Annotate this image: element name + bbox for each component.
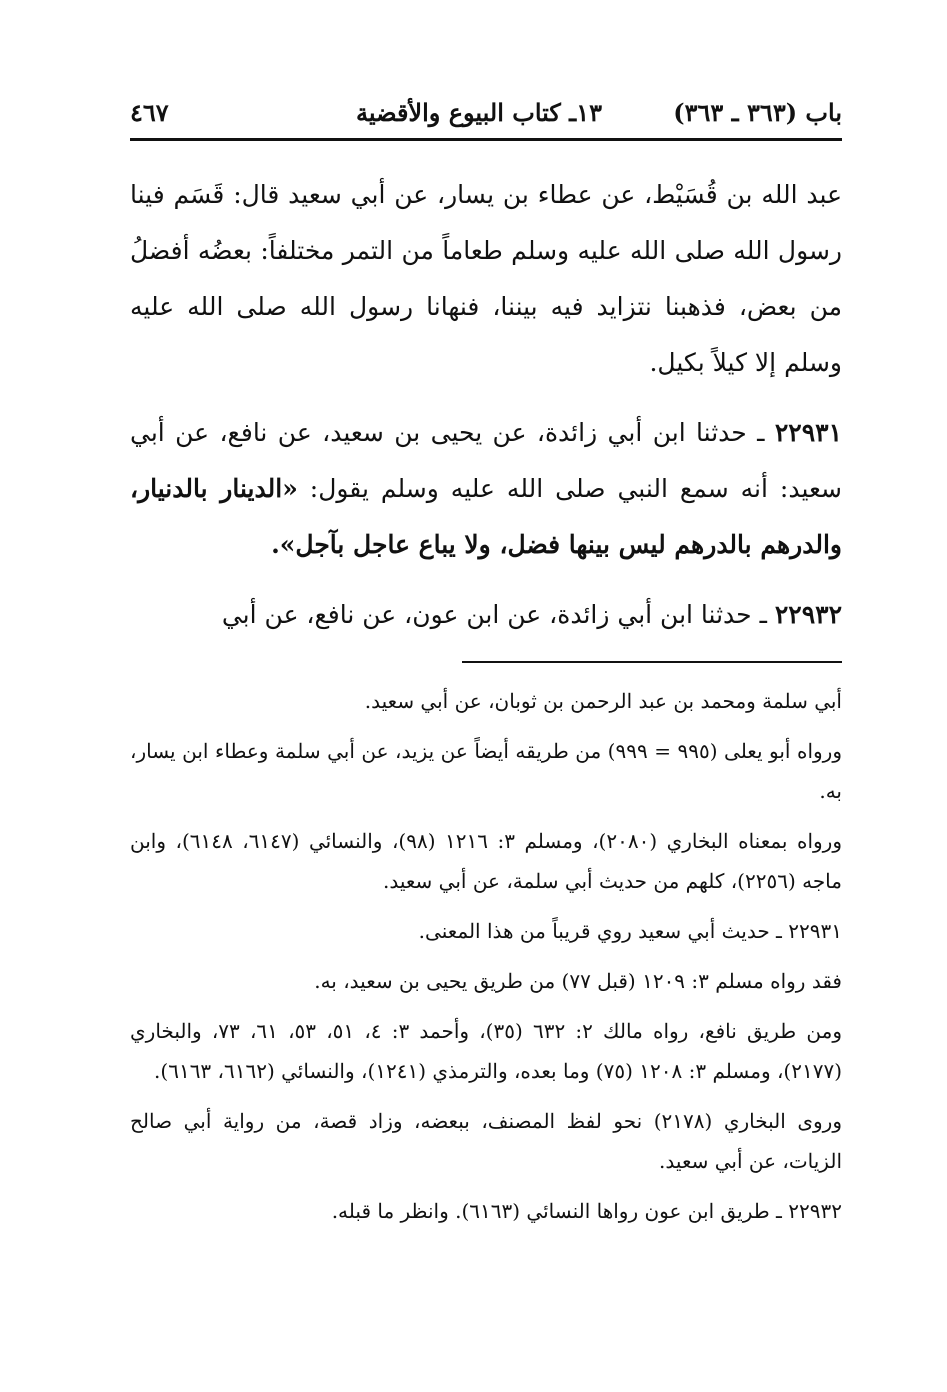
hadith-22932: [130, 587, 842, 643]
header-chapter: باب (٣٦٣ ـ ٣٦٣): [673, 98, 842, 127]
footnote-paragraph: وروى البخاري (٢١٧٨) نحو لفظ المصنف، ببعضه، وزاد قصة، من رواية أبي صالح الزيات، عن أبي سعيد.: [130, 1109, 842, 1173]
hadith-number: ٢٢٩٣١: [774, 418, 842, 447]
book-page: [130, 88, 842, 1378]
hadith-number: ٢٢٩٣٢: [774, 600, 842, 629]
hadith-text: ـ حدثنا ابن أبي زائدة، عن يحيى بن سعيد، عن نافع، عن أبي سعيد: أنه سمع النبي صلى الله عليه وسلم يقول:: [130, 418, 842, 503]
page-number: ٤٦٧: [130, 98, 169, 127]
footnote-divider: [462, 661, 842, 663]
footnote-paragraph: فقد رواه مسلم ٣: ١٢٠٩ (قبل ٧٧) من طريق يحيى بن سعيد، به.: [314, 969, 842, 993]
hadith-text: ـ حدثنا ابن أبي زائدة، عن ابن عون، عن نافع، عن أبي: [221, 600, 775, 629]
main-text: [130, 167, 842, 643]
paragraph-continuation: عبد الله بن قُسَيْط، عن عطاء بن يسار، عن أبي سعيد قال: قَسَم فينا رسول الله صلى الله عليه وسلم طعاماً من التمر مختلفاً: بعضُه أفضلُ من بعض، فذهبنا نتزايد فيه بيننا، فنهانا رسول الله صلى الله عليه وسلم إلا كيلاً بكيل.: [130, 180, 843, 377]
running-header: [130, 88, 842, 141]
header-book-title: ١٣ـ كتاب البيوع والأقضية: [356, 98, 602, 127]
footnote-paragraph: ومن طريق نافع، رواه مالك ٢: ٦٣٢ (٣٥)، وأحمد ٣: ٤، ٥١، ٥٣، ٦١، ٧٣، والبخاري (٢١٧٧)، ومسلم ٣: ١٢٠٨ (٧٥) وما بعده، والترمذي (١٢٤١)، والنسائي (٦١٦٢، ٦١٦٣).: [130, 1019, 842, 1083]
footnote-paragraph: أبي سلمة ومحمد بن عبد الرحمن بن ثوبان، عن أبي سعيد.: [364, 689, 842, 713]
footnote-paragraph: ورواه أبو يعلى (٩٩٥ = ٩٩٩) من طريقه أيضاً عن يزيد، عن أبي سلمة وعطاء ابن يسار، به.: [130, 739, 842, 803]
footnotes: [130, 681, 842, 1231]
hadith-22931: [130, 405, 842, 573]
footnote-paragraph: ٢٢٩٣١ ـ حديث أبي سعيد روي قريباً من هذا المعنى.: [418, 919, 842, 943]
hadith-quote: «الدينار بالدنيار، والدرهم بالدرهم ليس بينها فضل، ولا يباع عاجل بآجل».: [130, 474, 842, 559]
footnote-paragraph: ٢٢٩٣٢ ـ طريق ابن عون رواها النسائي (٦١٦٣). وانظر ما قبله.: [331, 1199, 842, 1223]
footnote-paragraph: ورواه بمعناه البخاري (٢٠٨٠)، ومسلم ٣: ١٢١٦ (٩٨)، والنسائي (٦١٤٧، ٦١٤٨)، وابن ماجه (٢٢٥٦)، كلهم من حديث أبي سلمة، عن أبي سعيد.: [130, 829, 842, 893]
